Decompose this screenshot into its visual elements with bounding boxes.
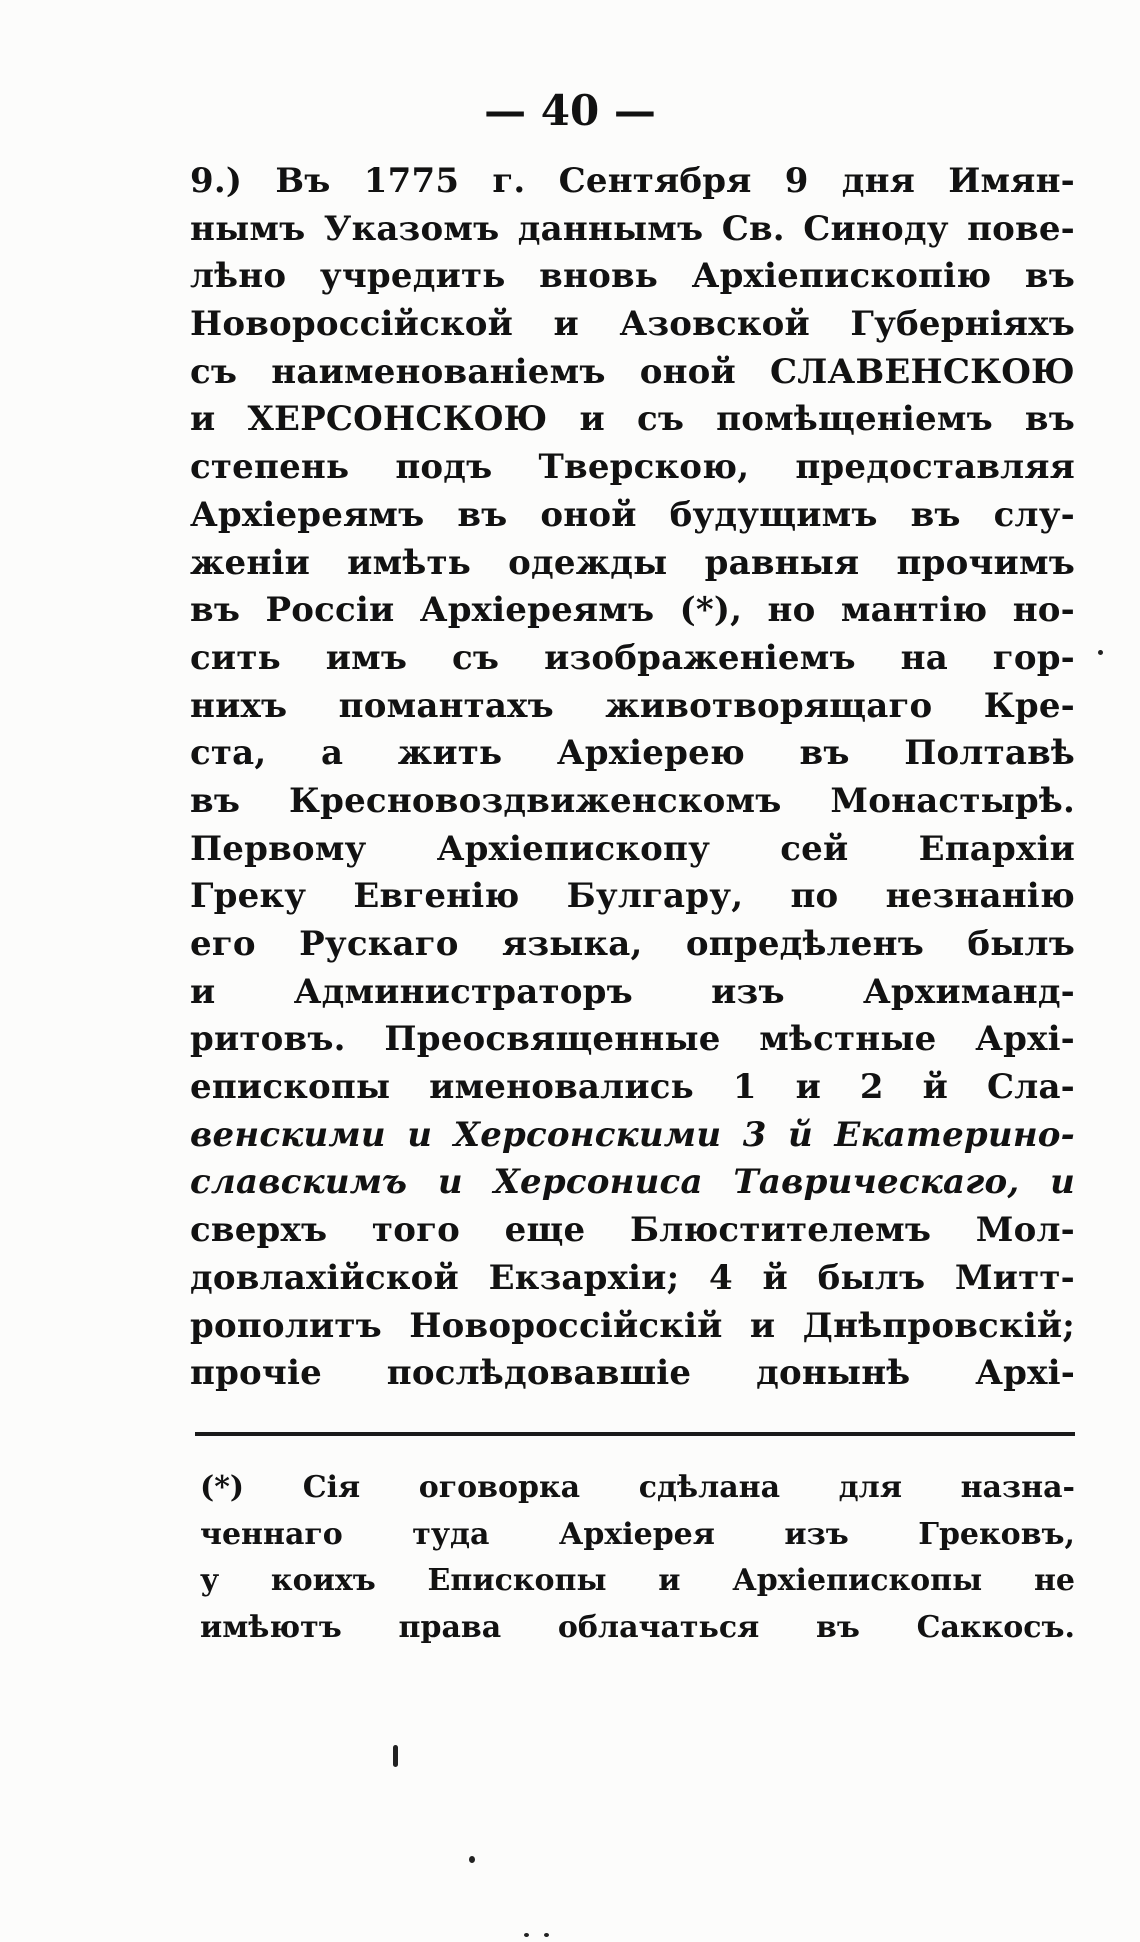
footnote-divider: [195, 1432, 1075, 1436]
paragraph-line: съ наименованіемъ оной СЛАВЕНСКОЮ: [190, 351, 1075, 392]
paragraph-line: 9.) Въ 1775 г. Сентября 9 дня Имян-: [190, 161, 1075, 201]
footnote-line: (*) Сія оговорка сдѣлана для назна-: [200, 1470, 1075, 1505]
paragraph-line: Архіереямъ въ оной будущимъ въ слу-: [190, 494, 1075, 535]
paragraph-line: въ Кресновоздвиженскомъ Монастырѣ.: [190, 780, 1075, 821]
footnote-line: ченнаго туда Архіерея изъ Грековъ,: [200, 1516, 1075, 1552]
paragraph-line: венскими и Херсонскими 3 й Екатерино-: [190, 1114, 1075, 1155]
paragraph-line: прочіе послѣдовавшіе донынѣ Архі-: [190, 1353, 1075, 1394]
paragraph-line: довлахійской Екзархіи; 4 й былъ Митт-: [190, 1257, 1075, 1298]
scan-speck: [393, 1745, 398, 1767]
main-paragraph: [190, 158, 1075, 1398]
paragraph-line: въ Россіи Архіереямъ (*), но мантію но-: [190, 590, 1075, 631]
paragraph-line: женіи имѣть одежды равныя прочимъ: [190, 542, 1075, 583]
paragraph-line: рополитъ Новороссійскій и Днѣпровскій;: [190, 1305, 1075, 1346]
paragraph-line: Первому Архіепископу сей Епархіи: [190, 828, 1075, 869]
page-number: — 40 —: [484, 86, 656, 135]
paragraph-line: сверхъ того еще Блюстителемъ Мол-: [190, 1210, 1075, 1251]
footnote: [200, 1465, 1075, 1651]
scan-speck: [524, 1933, 529, 1937]
paragraph-line: епископы именовались 1 и 2 й Сла-: [190, 1067, 1075, 1108]
paragraph-line: сить имъ съ изображеніемъ на гор-: [190, 637, 1075, 678]
paragraph-line: нымъ Указомъ даннымъ Св. Синоду пове-: [190, 208, 1075, 249]
paragraph-line: ста, а жить Архіерею въ Полтавѣ: [190, 733, 1075, 774]
footnote-line: у коихъ Епископы и Архіепископы не: [200, 1563, 1075, 1598]
paragraph-line: славскимъ и Херсониса Таврическаго, и: [190, 1162, 1075, 1203]
footnote-line: имѣютъ права облачаться въ Саккосъ.: [200, 1609, 1075, 1645]
paragraph-line: и ХЕРСОНСКОЮ и съ помѣщеніемъ въ: [190, 399, 1075, 440]
scan-speck: [469, 1856, 475, 1863]
scan-speck: [544, 1933, 549, 1937]
paragraph-line: ритовъ. Преосвященные мѣстные Архі-: [190, 1019, 1075, 1060]
paragraph-line: лѣно учредить вновь Архіепископію въ: [190, 256, 1075, 297]
paragraph-line: Новороссійской и Азовской Губерніяхъ: [190, 304, 1075, 345]
paragraph-line: степень подъ Тверскою, предоставляя: [190, 447, 1075, 488]
paragraph-line: и Администраторъ изъ Архиманд-: [190, 971, 1075, 1012]
paragraph-line: нихъ помантахъ животворящаго Кре-: [190, 685, 1075, 726]
paragraph-line: его Рускаго языка, опредѣленъ былъ: [190, 924, 1075, 964]
scan-speck: [1098, 650, 1103, 655]
paragraph-line: Греку Евгенію Булгару, по незнанію: [190, 876, 1075, 917]
